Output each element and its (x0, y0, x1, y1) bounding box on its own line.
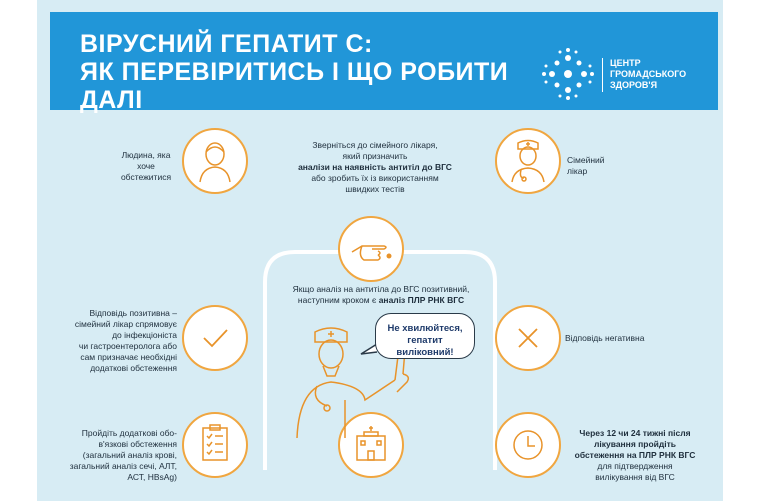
clipboard-circle (182, 412, 248, 478)
org-name-line-3: ЗДОРОВ'Я (610, 80, 658, 90)
positive-line-4: чи гастроентеролога або (78, 341, 177, 351)
hand-tap-circle (338, 216, 404, 282)
pcr-line-1: Якщо аналіз на антитіла до ВГС позитивний, (292, 284, 470, 294)
extra-line-4: загальний аналіз сечі, АЛТ, (69, 461, 177, 471)
pcr-line-2 (263, 295, 499, 306)
positive-line-1: Відповідь позитивна – (89, 308, 177, 318)
title-line-2: ЯК ПЕРЕВІРИТИСЬ І ЩО РОБИТИ (80, 58, 509, 86)
bubble-line-2: гепатит (407, 335, 443, 346)
doctor-label: Сімейний лікар (567, 155, 605, 176)
person-circle (182, 128, 248, 194)
extra-line-2: в'язкові обстеження (98, 439, 177, 449)
hand-tap-icon (340, 218, 402, 280)
cross-icon (497, 307, 559, 369)
positive-line-5: сам призначає необхідні (80, 352, 177, 362)
clock-icon (497, 414, 559, 476)
person-label: Людина, яка хоче обстежитися (120, 150, 172, 182)
contact-doctor-text (275, 140, 475, 195)
bubble-line-3: виліковний! (396, 347, 454, 358)
bubble-line-1: Не хвилюйтеся, (387, 323, 463, 334)
positive-line-2: сімейний лікар спрямовує (74, 319, 177, 329)
speech-bubble (375, 313, 475, 359)
pcr-line-2-bold: аналіз ПЛР РНК ВГС (378, 295, 465, 305)
clipboard-checklist-icon (184, 414, 246, 476)
clock-circle (495, 412, 561, 478)
after-line-2: лікування пройдіть (593, 439, 677, 449)
after-treatment-text (565, 428, 705, 483)
contact-line-5: швидких тестів (345, 184, 405, 194)
infographic-poster (37, 0, 723, 501)
extra-line-1: Пройдіть додаткові обо- (81, 428, 177, 438)
negative-result-text: Відповідь негативна (565, 333, 645, 343)
positive-line-3: до інфекціоніста (112, 330, 177, 340)
title-line-1: ВІРУСНИЙ ГЕПАТИТ С: (80, 30, 373, 58)
checkmark-icon (184, 307, 246, 369)
contact-line-2: який призначить (342, 151, 408, 161)
doctor-icon (497, 130, 559, 192)
extra-tests-text (51, 428, 177, 483)
pcr-line-2-plain: наступним кроком є (297, 295, 377, 305)
after-line-3: обстеження на ПЛР РНК ВГС (574, 450, 696, 460)
title-line-3: ДАЛІ (80, 86, 143, 114)
cross-circle (495, 305, 561, 371)
org-name-line-1: ЦЕНТР (610, 58, 641, 68)
contact-line-4: або зробить їх із використанням (311, 173, 439, 183)
after-line-5: вилікування від ВГС (595, 472, 675, 482)
doctor-circle (495, 128, 561, 194)
contact-line-1: Зверніться до сімейного лікаря, (312, 140, 438, 150)
extra-line-3: (загальний аналіз крові, (82, 450, 177, 460)
org-name-line-2: ГРОМАДСЬКОГО (610, 69, 687, 79)
positive-line-6: додаткові обстеження (90, 363, 177, 373)
extra-line-5: АСТ, HBsAg) (127, 472, 177, 482)
after-line-1: Через 12 чи 24 тижні після (579, 428, 691, 438)
after-line-4: для підтвердження (597, 461, 673, 471)
pcr-test-text (263, 284, 499, 306)
checkmark-circle (182, 305, 248, 371)
contact-line-3: аналізи на наявність антитіл до ВГС (298, 162, 452, 172)
positive-result-text (57, 308, 177, 374)
person-icon (184, 130, 246, 192)
